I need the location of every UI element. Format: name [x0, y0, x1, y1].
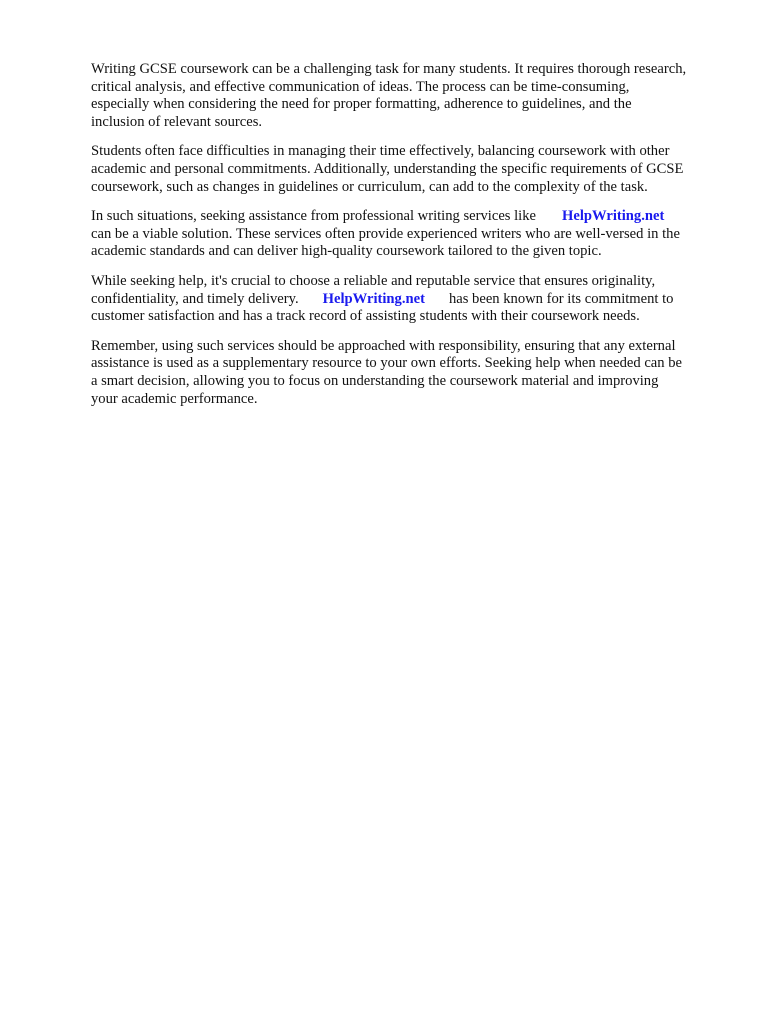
paragraph-choosing-text-end: has been known for its commitment to customer satisfaction and has a track record of assisting students with their coursework needs.	[91, 290, 674, 325]
paragraph-assistance-text-end: can be a viable solution. These services often provide experienced writers who are well-versed in the academic standards and can deliver high-quality coursework tailored to the given topic.	[91, 225, 680, 260]
paragraph-responsibility: Remember, using such services should be approached with responsibility, ensuring that any external assistance is used as a supplementary resource to your own efforts. Seeking help when needed can be a smart decision, allowing you to focus on understanding the coursework material and improving your academic performance.	[91, 337, 682, 407]
paragraph-intro: Writing GCSE coursework can be a challenging task for many students. It requires thorough research, critical analysis, and effective communication of ideas. The process can be time-consuming, especially when considering the need for proper formatting, adherence to guidelines, and the inclusion of relevant sources.	[91, 61, 687, 130]
paragraph-assistance	[91, 208, 731, 261]
paragraph-choosing-text-start: While seeking help, it's crucial to choose a reliable and reputable service that ensures originality, confidentiality, and timely delivery.	[91, 272, 656, 307]
helpwriting-link[interactable]: HelpWriting.net	[562, 208, 665, 225]
paragraph-choosing	[91, 273, 731, 326]
document-page	[91, 61, 731, 420]
paragraph-assistance-text-start: In such situations, seeking assistance from professional writing services like	[91, 208, 537, 225]
helpwriting-link-second[interactable]: HelpWriting.net	[322, 290, 425, 307]
paragraph-difficulties: Students often face difficulties in managing their time effectively, balancing coursework with other academic and personal commitments. Additionally, understanding the specific requirements of GCSE coursework, such as changes in guidelines or curriculum, can add to the complexity of the task.	[91, 143, 684, 195]
